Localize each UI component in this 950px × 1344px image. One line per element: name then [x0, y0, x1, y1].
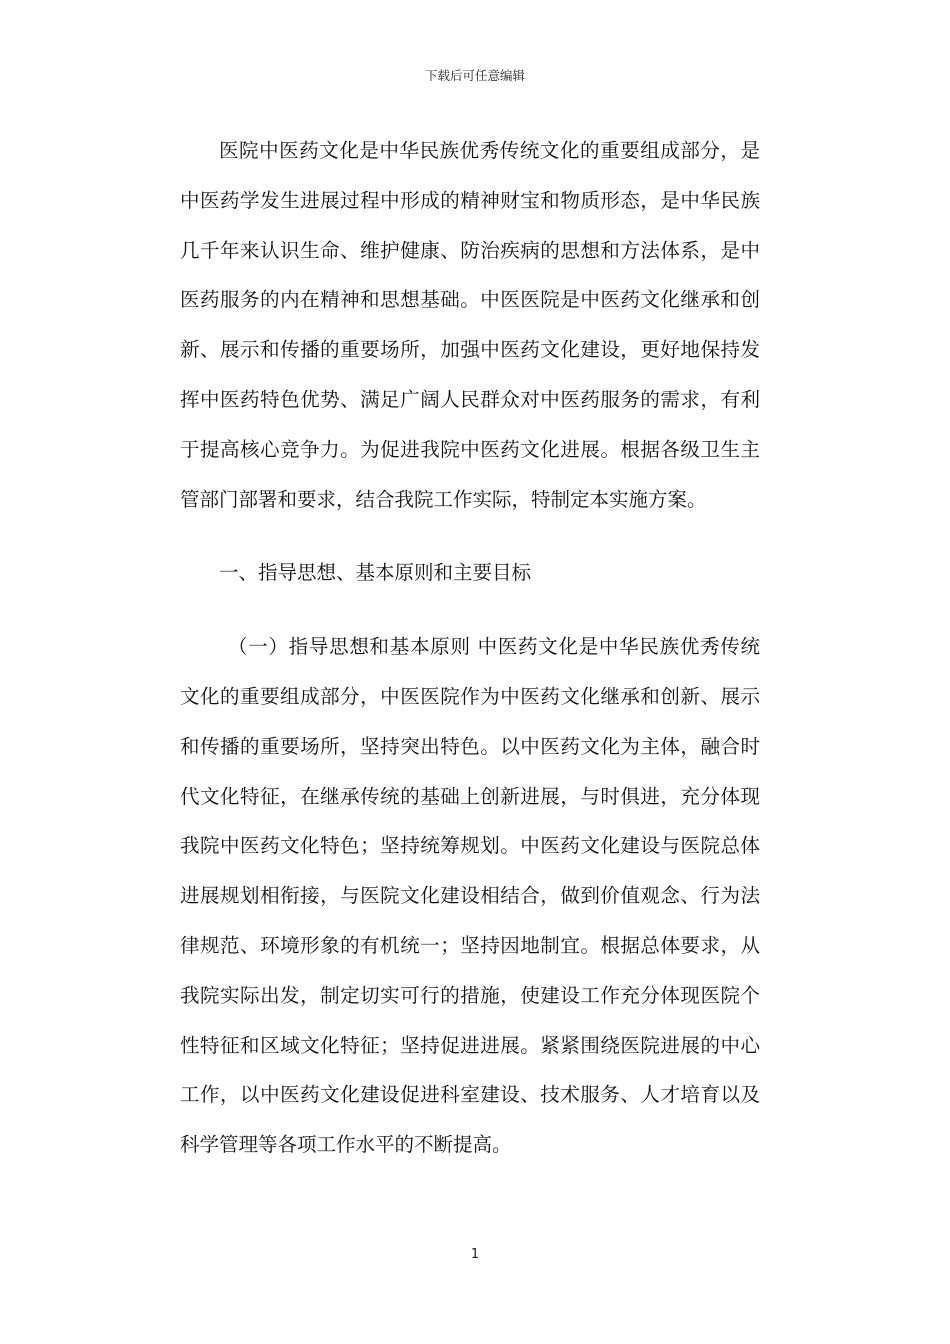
document-body — [180, 126, 760, 1170]
guiding-principles-paragraph: （一）指导思想和基本原则 中医药文化是中华民族优秀传统文化的重要组成部分，中医医院作为中医药文化继承和创新、展示和传播的重要场所，坚持突出特色。以中医药文化为主体，融合时代文化特征，在继承传统的基础上创新进展，与时俱进，充分体现我院中医药文化特色；坚持统筹规划。中医药文化建设与医院总体进展规划相衔接，与医院文化建设相结合，做到价值观念、行为法律规范、环境形象的有机统一；坚持因地制宜。根据总体要求，从我院实际出发，制定切实可行的措施，使建设工作充分体现医院个性特征和区域文化特征；坚持促进进展。紧紧围绕医院进展的中心工作，以中医药文化建设促进科室建设、技术服务、人才培育以及科学管理等各项工作水平的不断提高。 — [180, 635, 760, 1157]
page-number: 1 — [470, 1247, 480, 1262]
section-heading: 一、指导思想、基本原则和主要目标 — [219, 561, 532, 585]
intro-paragraph: 医院中医药文化是中华民族优秀传统文化的重要组成部分，是中医药学发生进展过程中形成的精神财宝和物质形态，是中华民族几千年来认识生命、维护健康、防治疾病的思想和方法体系，是中医药服务的内在精神和思想基础。中医医院是中医药文化继承和创新、展示和传播的重要场所，加强中医药文化建设，更好地保持发挥中医药特色优势、满足广阔人民群众对中医药服务的需求，有利于提高核心竞争力。为促进我院中医药文化进展。根据各级卫生主管部门部署和要求，结合我院工作实际，特制定本实施方案。 — [180, 139, 760, 511]
page-header: 下载后可任意编辑 — [424, 68, 525, 83]
